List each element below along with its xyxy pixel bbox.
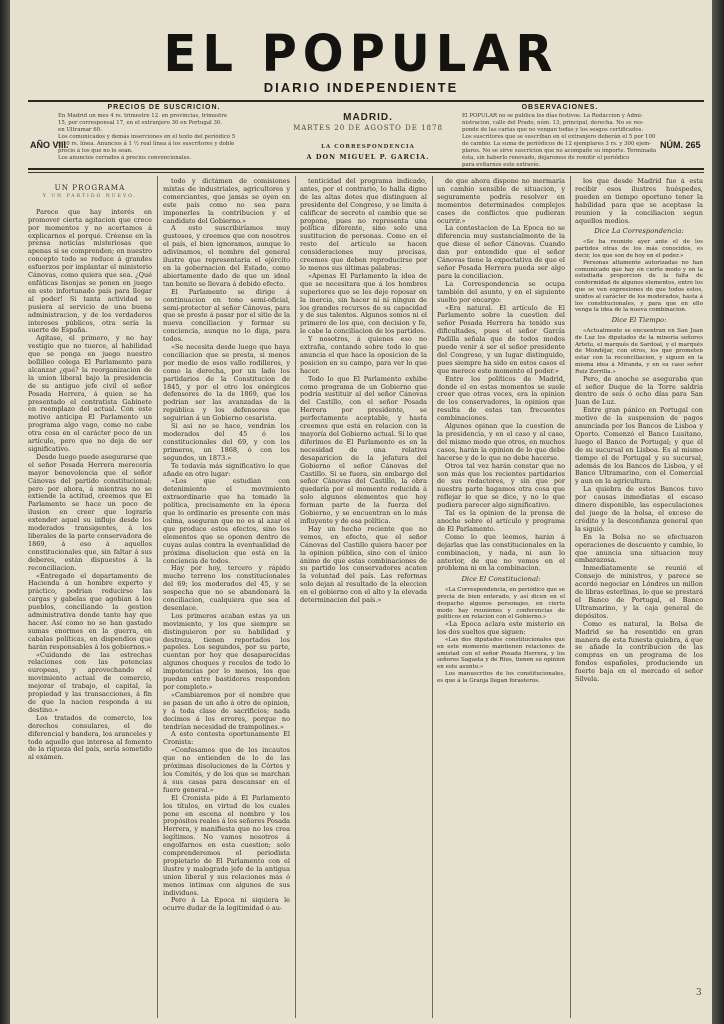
observations-line: ponde de las cartas que no vengan todas y los sesgos certificados. xyxy=(462,127,644,133)
column-divider xyxy=(570,176,571,1018)
paragraph: todo y dictámen de comisiones mixtas de industriales, agricultores y comerciantes, que jamás se oyen en este país como no sea para imponerles la contribucion y el candidato del Gobierno.» xyxy=(163,178,290,225)
paragraph: «Entregado el departamento de Hacienda á un hombre experto y práctico, podrían reducirse las cargas y gabelas que agobian á los pueblos, conciliando la gestion administrativa donde tanto hay que hacer. Así como no se han gastado sumas enormes en la guerra, en cabalas políticas, en dispendios que harán responsables á los gobiernos.» xyxy=(28,571,152,651)
newspaper-page xyxy=(10,0,712,1024)
article-column-1 xyxy=(28,178,152,1016)
paragraph: «Cambiaremos por el nombre que se pasan de un año á otro de opinion, y á toda clase de sacrificios; nada decimos á los errores, porque no tendrían necesidad de trampolines.» xyxy=(163,690,290,731)
page-number: 3 xyxy=(696,988,702,998)
paragraph: Algunos opinan que la cuestion de la presidencia, y en el caso y al caso, del mismo modo que otros, en muchos casos, harán la opinion de lo que debe hacerse y de lo que no debe hacerse. xyxy=(437,422,565,462)
column-divider xyxy=(157,176,158,1018)
paragraph: A esto suscribiríamos muy gustosos, y creemos que con nosotros el país, el bien ignoramos, aunque lo adivinamos, el nombre del general ilustre que representaria el ejército en la gobernacion del Estado, como abiertamente dado de que un ideal tan bonito se llevara á debido efecto. xyxy=(163,224,290,288)
header-rule-top xyxy=(28,100,704,102)
year-label: AÑO VIII. xyxy=(30,140,69,150)
paragraph: tenticidad del programa indicado, antes, por el contrario, lo halla digno de las altas dotes que distinguen al presidente del Congreso, y se limita á calificar de secreto el cambio que se propone, pues no representa una política diferente, sino solo una sustitucion de personas. Como en el resto del artículo se hacen consideraciones muy precisas, creemos que deben reproducirse por lo menos sus últimas palabras: xyxy=(300,178,427,272)
subscription-line: en Ultramar 60. xyxy=(58,127,102,133)
city-name: MADRID. xyxy=(343,112,393,123)
paragraph: La quiebra de estos Bancos tuvo por causas inmediatas el escaso dinero disponible, las especulaciones del juego de la bolsa, el exceso de crédito y la desconfianza general que la siguió. xyxy=(575,485,703,533)
issue-date: MARTES 20 DE AGOSTO DE 1878 xyxy=(293,124,443,132)
paragraph: Los primeros acaban estas ya un movimiento, y los que siempre se distinguieron por su habilidad y destreza, tienen reportados los papeles. Los segundos, por su parte, cuentan por hoy que desaparecidas algunos choques y recelos de todo lo impotencias por lo menos, los que puedan entre bastidores responden por completo.» xyxy=(163,611,290,691)
subscription-line: Los comunicados y demás inserciones en el texto del periódico 5 xyxy=(58,134,236,140)
subscription-line: En Madrid un mes 4 rs. trimestre 12. en provincias, trimestre xyxy=(58,113,228,119)
paragraph: Como lo que leemos, harán á dejarlas que las constitucionales en la combinacion, y nada, ni aun lo anterior, de que no vemos en el problema ni en la combinacion. xyxy=(437,532,565,573)
paragraph: Hay por hoy, tercero y rápido mucho terreno los constitucionales del 69; los moderados del 45, y se sospecha que no se abandonará la conciliacion, cualquiera que sea el desenlace. xyxy=(163,564,290,612)
paragraph: «Era natural. El artículo de El Parlamento sobre la cuestion del señor Posada Herrera ha tenido sus dificultades, pues el señor García Padilla señala que de todos modos puede venir á ser el señor presidente del Congreso, y un lugar distinguido, pues siempre ha sido en estos casos el que merece este momento el poder.» xyxy=(437,303,565,375)
paragraph: «La Epoca aclara este misterio en los dos sueltos que siguen: xyxy=(437,620,565,637)
header-rule-double xyxy=(28,172,704,173)
observations-title: OBSERVACIONES. xyxy=(521,104,599,111)
paragraph: La contestacion de La Epoca no se diferencia muy sustancialmente de la que diese el señor Cánovas. Cuando dan por entendido que el señor Cánovas tiene la expectativa de que el señor Posada Herrera pueda ser algo para la conciliacion. xyxy=(437,224,565,280)
observations-line: para evitarnos este extravío. xyxy=(462,162,541,168)
paragraph: El Cronista pide á El Parlamento los títulos, en virtud de los cuales pone en escena el nombre y los propósitos reales á los señores Posada Herrera, y manifiesta que no los crea legítimos. No vamos nosotros á engolfarnos en esta cuestion; solo comprenderemos el periodista propietario de El Parlamento con el ilustre y malogrado jefe de la antigua union liberal y sus relaciones más ó menos intimas con algunos de sus individuos. xyxy=(163,793,290,897)
paragraph: Hay un hecho reciente que no vemos, en efecto, que el señor Cánovas del Castillo quiera hacer por la opinion pública, sino con el único ánimo de que estas combinaciones de su partido los conservadores acaten la voluntad del país. Las reformas solo dejan al resultado de la eleccion en el gobierno con el alto y la elevada determinacion del país.» xyxy=(300,524,427,605)
paragraph: Si así no se hace, vendrán los moderados del 45 ó los constitucionales del 69, y con los primeros, un 1868, ó con los segundos, un 1873.» xyxy=(163,422,290,462)
subscription-line: Los anuncios cerrados á precios convencionales. xyxy=(58,155,192,161)
subscription-title: PRECIOS DE SUSCRICION. xyxy=(107,104,221,111)
masthead-title: EL POPULAR xyxy=(163,24,559,84)
observations-line: ésta, sin haberlo renovado, dejaremos de remitir el periódico xyxy=(462,155,630,161)
paragraph: «La Correspondencia, en periódico que se precia de bien enterado, y así dicen en el despacho algunos personajes, en cierto modo hay reuniones y conferencias de políticos en relacion con el Gobierno.» xyxy=(437,587,565,621)
paragraph: Los manuscritos de los constitucionales, es que á la Granja llegan forasteros. xyxy=(437,671,565,684)
article-title: UN PROGRAMA xyxy=(54,183,126,192)
paragraph: El Parlamento se dirige á continuacion en tono semi-oficial, semi-protector al señor Cánovas, para que se preste á pasar por el sitio de la nueva conciliacion y formar su conciencia, aunque no lo diga, para todos. xyxy=(163,287,290,344)
section-heading: Dice El Constitucional: xyxy=(461,575,541,584)
article-column-4 xyxy=(437,178,565,1016)
issue-number: NÚM. 265 xyxy=(660,140,701,150)
paragraph: Pero, de anoche se aseguraba que el señor Duque de la Torre saldría dentro de seis ó ocho días para San Juan de Luz. xyxy=(575,374,703,407)
article-column-2 xyxy=(163,178,290,1016)
paragraph: Entre gran pánico en Portugal con motivo de la suspension de pagos anunciada por los Bancos de Lisboa y Oporto. Comenzó el Banco Lusitano, luego el Banco de Portugal; y que él de su sucursal en Lisboa. Es al mismo tiempo el de Portugal y su sucursal, además de los Bancos de Lisboa, y el Banco Ultramarino, con el Comercial y aun en la agricultura. xyxy=(575,406,703,486)
paragraph: «Apenas El Parlamento la idea de que se necesitara que á los hombres superiores que se les deje reposar en la inercia, sin hacer ni ni ningun de los grandes recursos de su capacidad y de sus talentos. Algunos somos ni el primero de los que, con decision y fe, le cabe la conciliacion de los partidos. xyxy=(300,271,427,336)
correspondence-label: LA CORRESPONDENCIA xyxy=(321,144,415,150)
observations-line: de cambio. La suma de periódicos de 12 ejemplares 3 rs. y 300 ejem- xyxy=(462,141,652,147)
paragraph: Te todavía más significativo lo que añade en otro lugar: xyxy=(163,461,290,478)
subscription-line: precio á los que no lo sean. xyxy=(58,148,133,154)
paragraph: Agítase, el primero, y no hay vestigio que no tuerce, al habilidad que se ponga en juego nuestro bollilleo colega El Parlamento para alcanzar ¿qué? la reorganizacion de la union liberal bajo la presidencia de su antiguo jefe civil el señor Posada Herrera, á quien se ha presentado el contratista Gabinete en reemplazo del actual. Con este motivo anticipa El Parlamento un programa algo vago, como no cabe otra cosa en el carácter poco de un artículo, pero que no deja de ser significativo. xyxy=(28,334,152,453)
paragraph: «Los que estudian con detenimiento el movimiento extraordinario que ha tomado la política, precisamente en la época que lo ordinario es presente con más calma, aseguran que no es al azar el que produce estos efectos, sino los elementos que se oponen dentro de cuyas aulas contra la eventualidad de próxima disolucion que está en la conciencia de todos. xyxy=(163,477,290,565)
article-column-3 xyxy=(300,178,427,1016)
masthead-subtitle: DIARIO INDEPENDIENTE xyxy=(263,80,459,95)
observations xyxy=(462,104,658,169)
observations-line: plares. No se sirve suscricion que no acompañe su importe. Terminada xyxy=(462,148,657,154)
paragraph: «Actualmente se encuentran en San Juan de Luz los diputados de la minoria señores Artetu, el marqués de Sardoal, y el marqués de Mondéjar, con otros, los que prometen estar con la reconciliacion, y siguen en la misma idea á Miranda, y en su caso señor Ruiz Zorrilla.» xyxy=(575,328,703,375)
paragraph: de que ahora dispone no mermaría un cambio sensible de situacion, y seguramente podría resolver en momentos determinados complejos cases de conflictos que pudieran ocurrir.» xyxy=(437,178,565,225)
paragraph: «Cuidando de las estrechas relaciones con las potencias europeas, y aprovechando el movimiento actual de comercio, mejorar el trabajo, el capital, la propiedad y las transacciones, á fin de que la nacion responda á su destino.» xyxy=(28,650,152,714)
correspondence-recipient: A DON MIGUEL P. GARCIA. xyxy=(306,153,430,161)
observations-line: Los suscritores que se suscriban en el extranjero deberán el 5 por 100 xyxy=(462,134,656,140)
header-rule-bottom xyxy=(28,168,704,170)
paragraph: Desde luego puede asegurarse que el señor Posada Herrera merecería mayor benevolencia que el señor Cánovas del partido constitucional; pero por ahora, á mientras no se extiende la actitud, creemos que El Parlamento se hace un poco de ilusion en creer que lograría extender aquel su influjo desde los moderados transigentes, á los liberales de la parte conservadora de 1869, á eso á aquellos constitucionales que, sin faltar á sus deberes, están dispuestos á la reconciliacion. xyxy=(28,452,152,572)
paragraph: Otros tal vez harán constar que no son más que los recientes partidarios de sus redactores, y sin que por nuestra parte hagamos otra cosa que reflejar lo que se dice, y no lo que pudiera parecer algo significativo. xyxy=(437,461,565,510)
paragraph: Entre los políticos de Madrid, donde el en estas momentos se suele creer que otras veces, era la opinion de los conservadores, la opinion que resulta de estas tan frecuentes combinaciones. xyxy=(437,374,565,423)
paragraph: los que desde Madrid fue á esta recibir esos ilustres huéspedes, pueden en tiempo oportuno tener la habilidad para que se aceptase la reunion y la conciliacion segun aquellos medios. xyxy=(575,178,703,225)
paragraph: «Se necesita desde luego que haya conciliacion que se presta, si menos por medio de esos vallo rodilleros, y como la derecha, por un lado los partidarios de la Constitucion de 1845, y por el otro los enérgicos defensores de la de 1869, que los podrian ser las avanzadas de la república y los defensores que seguirian á un Gobierno cesarista. xyxy=(163,343,290,423)
book-binding xyxy=(0,0,10,1024)
article-column-5 xyxy=(575,178,703,1016)
section-heading: Dice El Tiempo: xyxy=(611,316,667,325)
subscription-prices xyxy=(58,104,270,162)
paragraph: Parece que hay interés en promover cierta agitacion que crece por momentos y no acertamos á explicarnos el porqué. Créense en la prensa noticias misteriosas que apenas si se comprenden; en nuestro concepto todo se reduce á grandes esfuerzos por implantar el ministerio Cánovas, como quiera que sea. ¿Qué enfáticas lisonjas se ponen en juego en este infortunado país para llegar al poder! Si tanta actividad se pusiera al servicio de una buena administracion, y de los verdaderos intereses públicos, otra sería la suerte de España. xyxy=(28,207,152,335)
observations-line: nistracion, calle del Prado, núm. 13, principal, derecha. No se res- xyxy=(462,120,644,126)
paragraph: Los tratados de comercio, los derechos consulares, el de diferencial y bandera, los aranceles y todo aquello que interesa al fomento de la riqueza del país, sería sometido al exámen. xyxy=(28,713,152,762)
paragraph: «Confesamos que de los incautos que no entienden de lo de las próximas disoluciones de la Córtes y los Comités, y de los que se marchan á sus casas para descansar en el fuero general.» xyxy=(163,746,290,794)
paragraph: «Las dos diputados constitucionales que en este momento mantienen relaciones de amistad con el señor Posada Herrera, y los señores Sagasta y de Rius, tienen su opinion en este asunto.» xyxy=(437,637,565,671)
paragraph: La Correspondencia se ocupa también del asunto, y en el siguiente suelto por encargo: xyxy=(437,279,565,304)
page-edge xyxy=(712,0,724,1024)
paragraph: «Se ha reunido ayer ante el de los partidos otras de los más conocidos, es decir, los que son de hoy en el poder.» xyxy=(575,239,703,259)
observations-line: El POPULAR no se publica los días festivos. La Redaccion y Admi- xyxy=(462,113,643,119)
subscription-line: y 10 rs. línea. Anuncios á 1 ½ real línea á los suscritores y doble xyxy=(58,141,235,147)
paragraph: En la Bolsa no se efectuaron operaciones de descuento y cambio, lo que anuncia una situacion muy embarazosa. xyxy=(575,532,703,565)
column-divider xyxy=(432,176,433,1018)
section-heading: Dice La Correspondencia: xyxy=(594,227,684,236)
paragraph: A esto contesta oportunamente El Cronista: xyxy=(163,730,290,747)
column-divider xyxy=(295,176,296,1018)
paragraph: Y nosotros, á quienes eso no extraña, contando sobre todo lo que anuncia el que hace la oposicion de la posicion en su campo, para ver lo que hacer. xyxy=(300,335,427,375)
paragraph: Como es natural, la Bolsa de Madrid se ha resentido en gran manera de esta funesta quiebra, á que se añade la contribucion de las compras en un programa de los fondos españoles, produciendo un fuerte baja en el mercado el señor Silvela. xyxy=(575,619,703,684)
paragraph: Personas altamente autorizadas no han comunicado que hay en cierto modo y en la estudiada proporcion de la falta de conformidad de algunos elementos, entre los que se ven expresiones de que todos estos, unidos al carácter de los moderados, hasta á los constitucionales, y para que en ello venga la idea de la nueva combinacion. xyxy=(575,259,703,314)
subscription-line: 15, por corresponsal 17, en el extranjero 30 en Portugal 30. xyxy=(58,120,223,126)
paragraph: Pero á La Epoca ni siquiera le ocurre dudar de la legitimidad ó au- xyxy=(163,896,290,913)
article-subtitle: Y UN PARTIDO NUEVO. xyxy=(42,193,138,199)
paragraph: Inmediatamente se reunió el Consejo de ministros, y parece se acordó negociar en Lóndres un millon de libras esterlinas, lo que se prestará el Banco de Portugal, el Banco Ultramarino, y la caja general de depósitos. xyxy=(575,564,703,620)
paragraph: Todo lo que El Parlamento exhibe como programa de un Gobierno que podría sustituir al del señor Cánovas del Castillo, con el señor Posada Herrera por presidente, se perfectamente aceptable, y hasta creemos que está en relacion con la mayoría del Gobierno actual. Si lo que diferimos de El Parlamento es en la necesidad de una relativa desaparicion de la jefatura del Gobierno el señor Cánovas del Castillo. Si se fuera, sin embargo del señor Cánovas del Castillo, la obra quedaría por el momento reducida á solo algunos elementos que hoy forman parte de la fuerza del Gobierno, y se encuentran en lo más influyente y de esa política. xyxy=(300,374,427,525)
paragraph: Tal es la opinion de la prensa de anoche sobre el artículo y programa de El Parlamento. xyxy=(437,509,565,533)
